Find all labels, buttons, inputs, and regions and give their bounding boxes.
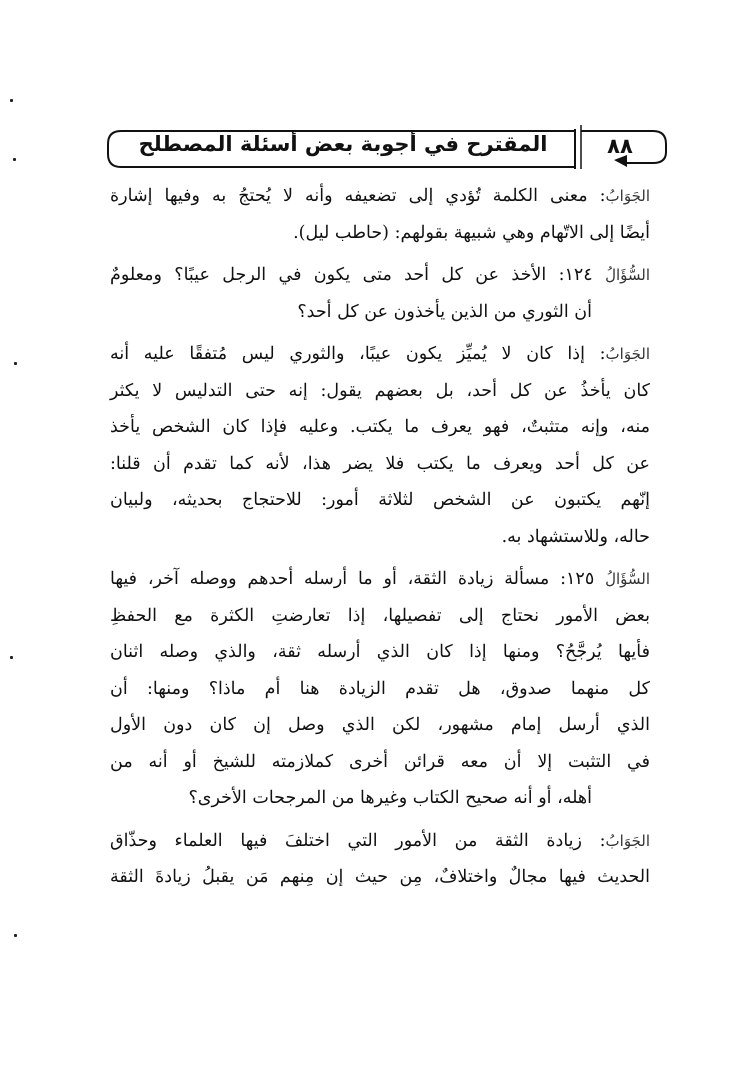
answer-paragraph bbox=[110, 178, 650, 251]
text-line: فأيها يُرجَّحُ؟ ومنها إذا كان الذي أرسله ثقة، والذي وصله اثنان bbox=[110, 642, 650, 662]
line-text: ١٢٥: مسألة زيادة الثقة، أو ما أرسله أحدهم ووصله آخر، فيها bbox=[110, 569, 606, 589]
answer-label: الجَوَابُ bbox=[605, 831, 650, 850]
text-line: حاله، وللاستشهاد به. bbox=[501, 526, 650, 547]
text-line: منه، وإنه متثبتٌ، فهو يعرف ما يكتب. وعليه فإذا كان الشخص يأخذ bbox=[110, 417, 650, 437]
running-header bbox=[105, 123, 668, 169]
text-line: كل منهما صدوق، هل تقدم الزيادة هنا أم ماذا؟ ومنها: أن bbox=[110, 678, 650, 699]
scan-speck bbox=[10, 656, 13, 659]
question-paragraph bbox=[110, 561, 650, 817]
question-label: السُّؤَالُ bbox=[605, 266, 650, 284]
header-title: المقترح في أجوبة بعض أسئلة المصطلح bbox=[138, 132, 548, 156]
body-text bbox=[110, 178, 650, 902]
text-line: الذي أرسل إمام مشهور، لكن الذي وصل إن كان دون الأول bbox=[110, 715, 650, 735]
text-line: كان يأخذُ عن كل أحد، بل بعضهم يقول: إنه حتى التدليس لا يكثر bbox=[110, 380, 650, 401]
text-line bbox=[110, 257, 650, 294]
text-line: بعض الأمور نحتاج إلى تفصيلها، إذا تعارضتِ الكثرة مع الحفظِ bbox=[110, 605, 650, 626]
text-line: أيضًا إلى الاتّهام وهي شبيهة بقولهم: (حاطب ليل). bbox=[293, 222, 650, 243]
text-line bbox=[110, 561, 650, 598]
text-line: أهله، أو أنه صحيح الكتاب وغيرها من المرجحات الأخرى؟ bbox=[188, 788, 592, 808]
scan-speck bbox=[14, 362, 17, 365]
text-line: عن كل أحد ويعرف ما يكتب فلا يضر هذا، لأنه كما تقدم أن قلنا: bbox=[110, 453, 650, 474]
answer-paragraph bbox=[110, 336, 650, 555]
scan-speck bbox=[10, 99, 13, 102]
scan-speck bbox=[14, 934, 17, 937]
text-line bbox=[110, 178, 650, 215]
text-line bbox=[110, 336, 650, 373]
scan-speck bbox=[13, 158, 16, 161]
line-text: : زيادة الثقة من الأمور التي اختلفَ فيها العلماء وحذّاق bbox=[110, 830, 606, 851]
question-label: السُّؤَالُ bbox=[605, 570, 650, 588]
page-number: ٨٨ bbox=[607, 134, 633, 158]
text-line: في التثبت إلا أن معه قرائن أخرى كملازمته للشيخ أو أنه من bbox=[110, 751, 650, 772]
text-line bbox=[110, 823, 650, 860]
question-paragraph bbox=[110, 257, 650, 330]
text-line: إنّهم يكتبون عن الشخص لثلاثة أمور: للاحتجاج بحديثه، ولبيان bbox=[110, 490, 650, 510]
text-line: الحديث فيها مجالٌ واختلافٌ، مِن حيث إن مِنهم مَن يقبلُ زيادةَ الثقة bbox=[110, 867, 650, 887]
text-line: أن الثوري من الذين يأخذون عن كل أحد؟ bbox=[297, 301, 592, 322]
line-text: : معنى الكلمة تُؤدي إلى تضعيفه وأنه لا يُحتجُ به وفيها إشارة bbox=[110, 186, 606, 206]
line-text: ١٢٤: الأخذ عن كل أحد متى يكون في الرجل عيبًا؟ ومعلومٌ bbox=[110, 265, 606, 285]
answer-label: الجَوَابُ bbox=[605, 187, 650, 205]
line-text: : إذا كان لا يُميِّز يكون عيبًا، والثوري ليس مُتفقًا عليه أنه bbox=[110, 344, 606, 364]
answer-paragraph bbox=[110, 823, 650, 896]
answer-label: الجَوَابُ bbox=[605, 345, 650, 363]
